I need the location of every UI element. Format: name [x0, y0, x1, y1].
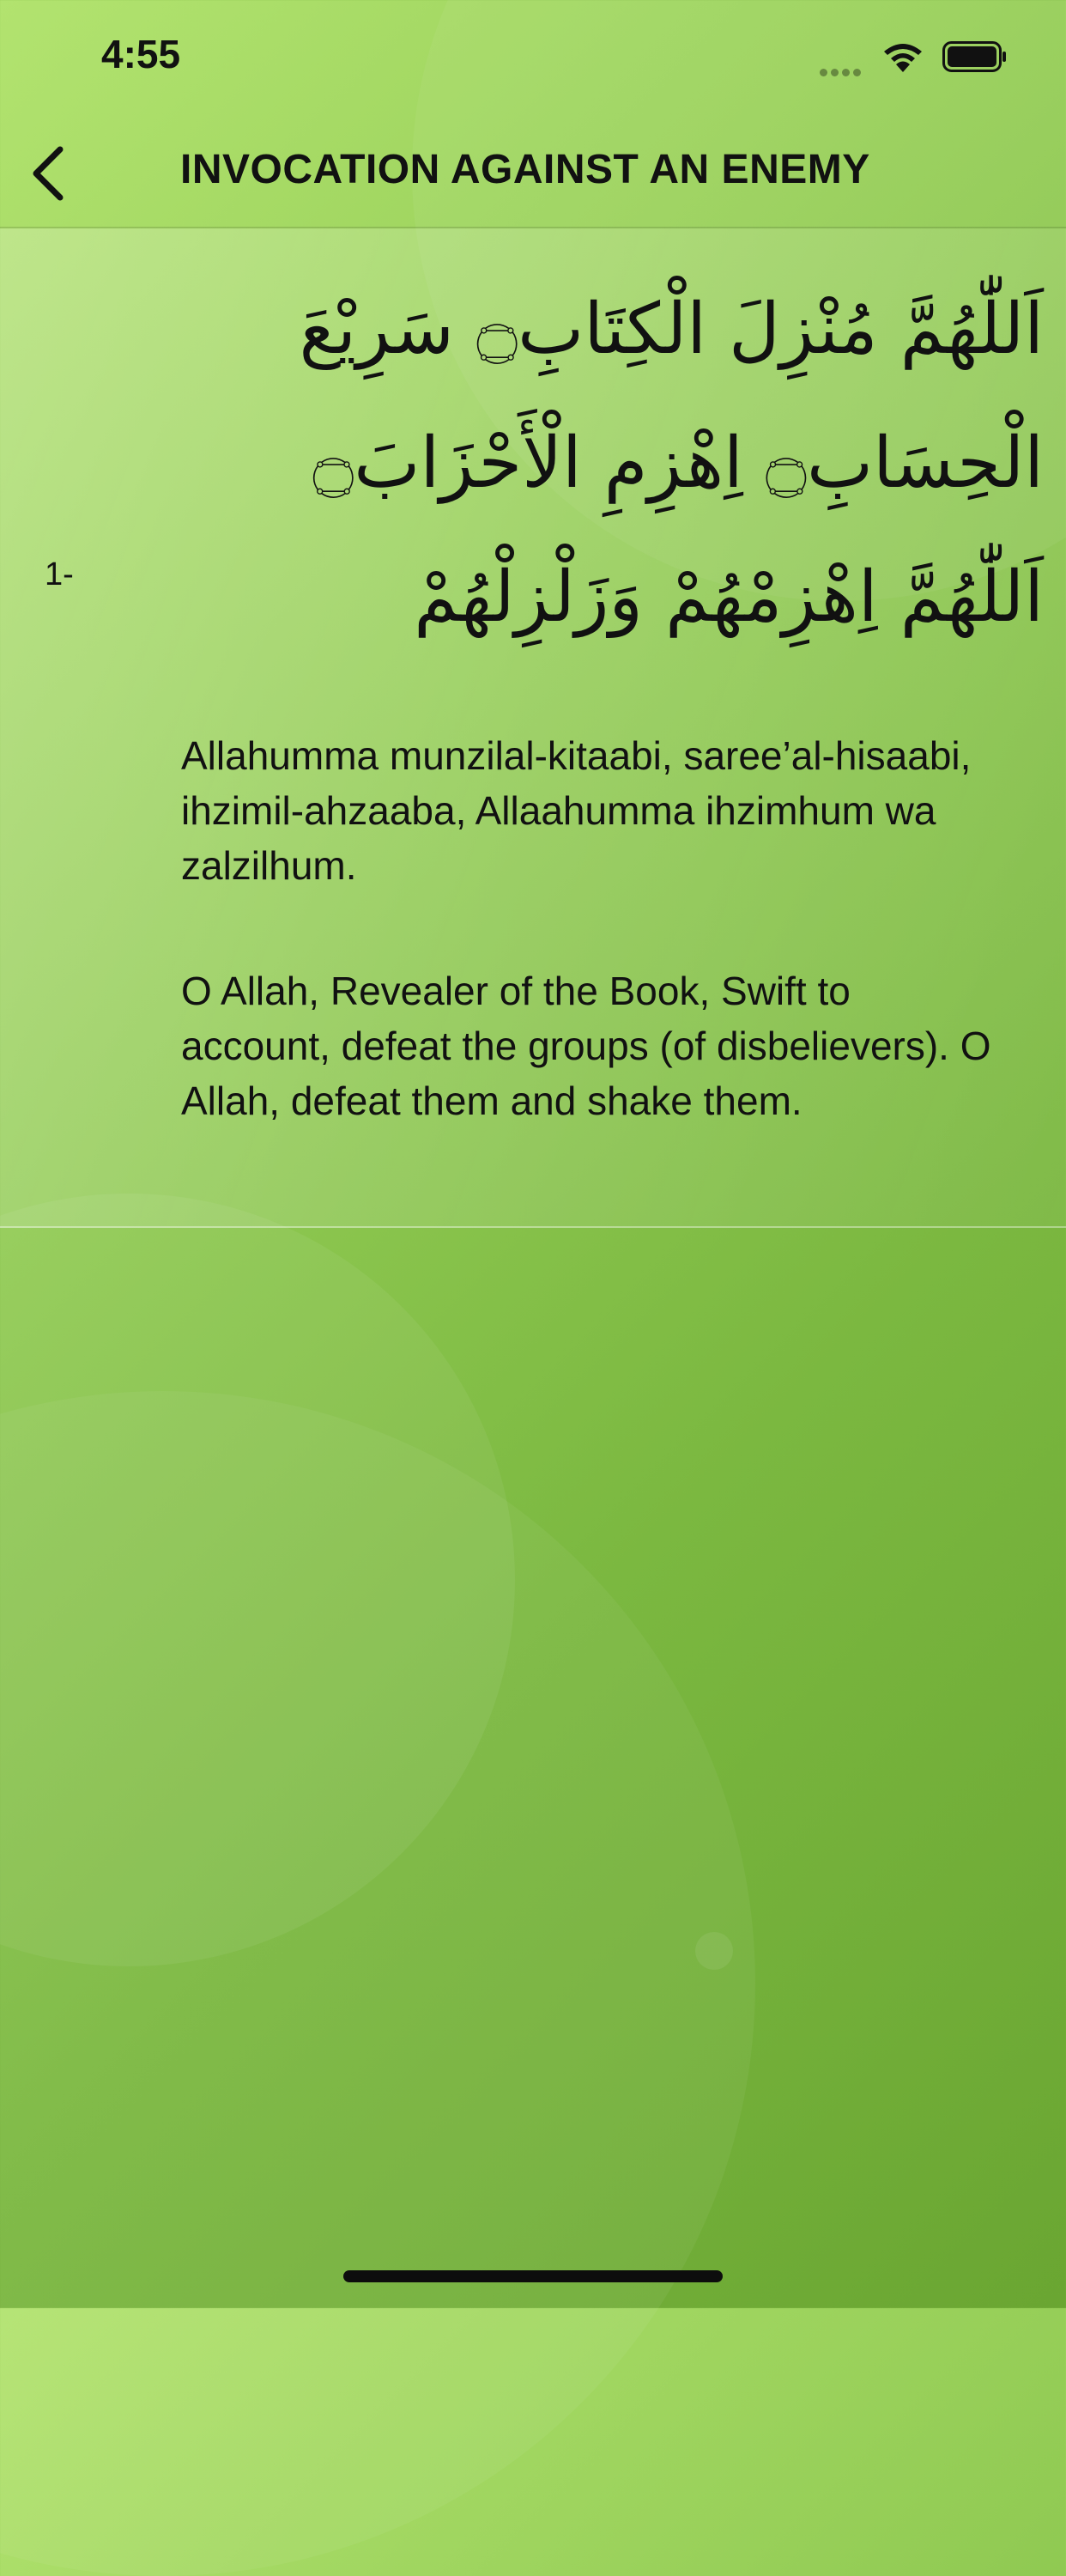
background-circle [695, 1932, 733, 1970]
status-time: 4:55 [101, 32, 181, 76]
battery-full-icon [942, 41, 1008, 72]
background-circle [0, 1391, 755, 2576]
translation-text: O Allah, Revealer of the Book, Swift to account, defeat the groups (of disbelievers). O Allah, defeat them and shake them. [181, 969, 991, 1123]
home-indicator[interactable] [343, 2270, 723, 2282]
navigation-bar [0, 120, 1066, 228]
arabic-text: اَللّٰهُمَّ مُنْزِلَ الْكِتَابِ۝ سَرِيْعَ الْحِسَابِ۝ اِهْزِمِ الْأَحْزَابَ۝ اَللّٰهُمَّ اِهْزِمْهُمْ وَزَلْزِلْهُمْ [299, 289, 1044, 638]
invocation-number: 1- [45, 556, 74, 592]
wifi-icon [881, 39, 925, 74]
status-bar [0, 0, 1066, 120]
back-button[interactable] [22, 141, 82, 206]
chevron-left-icon [22, 141, 82, 206]
signal-dots-icon [820, 64, 868, 76]
transliteration-text: Allahumma munzilal-kitaabi, saree’al-hisaabi, ihzimil-ahzaaba, Allaahumma ihzimhum wa zalzilhum. [181, 733, 972, 888]
invocation-card[interactable] [0, 228, 1066, 1228]
page-title: INVOCATION AGAINST AN ENEMY [180, 147, 870, 192]
background-circle [0, 1194, 515, 1966]
